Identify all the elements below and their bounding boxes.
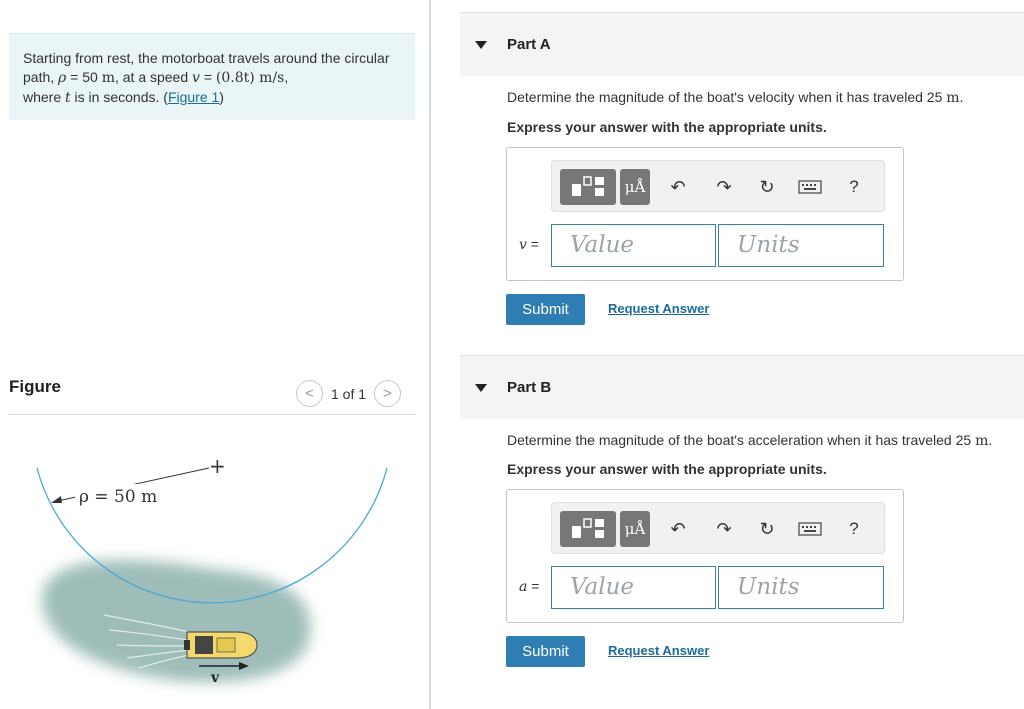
chevron-left-icon[interactable]: < <box>296 380 323 407</box>
rho-label: ρ = 50 m <box>79 487 158 507</box>
part-a-header[interactable] <box>460 12 1024 76</box>
column-divider <box>429 0 431 709</box>
part-b-request-answer-link[interactable]: Request Answer <box>608 643 710 658</box>
velocity-label: v <box>211 670 220 686</box>
reset-icon[interactable]: ↻ <box>759 176 775 197</box>
templates-button[interactable] <box>560 511 616 547</box>
collapse-triangle-icon[interactable] <box>475 384 487 392</box>
part-a-prompt <box>507 89 963 106</box>
part-b-prompt <box>507 432 992 449</box>
prompt-text: Determine the magnitude of the boat's velocity when it has traveled 25 <box>507 89 947 105</box>
templates-button[interactable] <box>560 169 616 205</box>
prompt-text: Determine the magnitude of the boat's acceleration when it has traveled 25 <box>507 432 976 448</box>
units-input[interactable]: Units <box>718 224 884 267</box>
redo-icon[interactable]: ↷ <box>716 176 732 197</box>
figure-title: Figure <box>9 377 61 396</box>
motorboat-figure <box>9 420 415 705</box>
problem-text: = <box>199 69 216 85</box>
units-button[interactable]: μÅ <box>620 511 650 547</box>
part-a-title: Part A <box>507 36 551 53</box>
variable-symbol: a <box>519 579 528 595</box>
rho-unit: m <box>101 70 115 86</box>
radius-arrowhead <box>51 496 62 503</box>
v-symbol: v <box>192 70 200 86</box>
center-cross: + <box>209 454 226 478</box>
value-input[interactable]: Value <box>551 224 716 267</box>
problem-text: Starting from rest, the motorboat travels around the circular path, <box>23 50 390 85</box>
variable-symbol: v <box>519 237 527 253</box>
problem-text: ) <box>219 89 224 105</box>
problem-text: is in seconds. ( <box>70 89 168 105</box>
problem-statement <box>9 33 415 120</box>
figure-pager <box>296 380 401 407</box>
speed-expression: (0.8t) m/s <box>215 70 285 86</box>
undo-icon[interactable]: ↶ <box>670 176 686 197</box>
part-b-answer-box <box>506 489 904 623</box>
problem-text: , at a speed <box>114 69 193 85</box>
prompt-unit: m <box>975 433 989 449</box>
part-a-request-answer-link[interactable]: Request Answer <box>608 301 710 316</box>
reset-icon[interactable]: ↻ <box>759 518 775 539</box>
water-region <box>42 560 311 682</box>
equals-sign: = <box>527 578 540 594</box>
motorboat <box>184 632 257 658</box>
part-b-title: Part B <box>507 379 552 396</box>
pager-text: 1 of 1 <box>331 385 367 402</box>
part-a-answer-box <box>506 147 904 281</box>
part-b-submit-button[interactable]: Submit <box>506 636 585 667</box>
templates-icon <box>568 174 608 200</box>
units-button[interactable]: μÅ <box>620 169 650 205</box>
chevron-right-icon[interactable]: > <box>374 380 401 407</box>
t-symbol: t <box>65 90 71 106</box>
math-toolbar <box>551 160 885 212</box>
equals-sign: = <box>526 236 539 252</box>
help-button[interactable]: ? <box>849 177 859 196</box>
units-input[interactable]: Units <box>718 566 884 609</box>
prompt-text: . <box>959 89 964 105</box>
problem-text: , <box>284 69 289 85</box>
undo-icon[interactable]: ↶ <box>670 518 686 539</box>
redo-icon[interactable]: ↷ <box>716 518 732 539</box>
math-toolbar <box>551 502 885 554</box>
variable-label <box>519 578 539 595</box>
problem-text: where <box>23 89 66 105</box>
keyboard-icon[interactable] <box>795 169 825 205</box>
figure-link[interactable]: Figure 1 <box>167 89 220 105</box>
prompt-text: . <box>988 432 993 448</box>
figure-divider <box>9 414 415 415</box>
part-a-submit-button[interactable]: Submit <box>506 294 585 325</box>
variable-label <box>519 236 539 253</box>
part-a-instruction: Express your answer with the appropriate units. <box>507 119 827 135</box>
help-button[interactable]: ? <box>849 519 859 538</box>
collapse-triangle-icon[interactable] <box>475 41 487 49</box>
templates-icon <box>568 516 608 542</box>
problem-text: = 50 <box>66 69 102 85</box>
keyboard-icon[interactable] <box>795 511 825 547</box>
rho-symbol: ρ <box>58 70 67 86</box>
value-input[interactable]: Value <box>551 566 716 609</box>
prompt-unit: m <box>946 90 960 106</box>
part-b-instruction: Express your answer with the appropriate units. <box>507 461 827 477</box>
part-b-header[interactable] <box>460 355 1024 419</box>
